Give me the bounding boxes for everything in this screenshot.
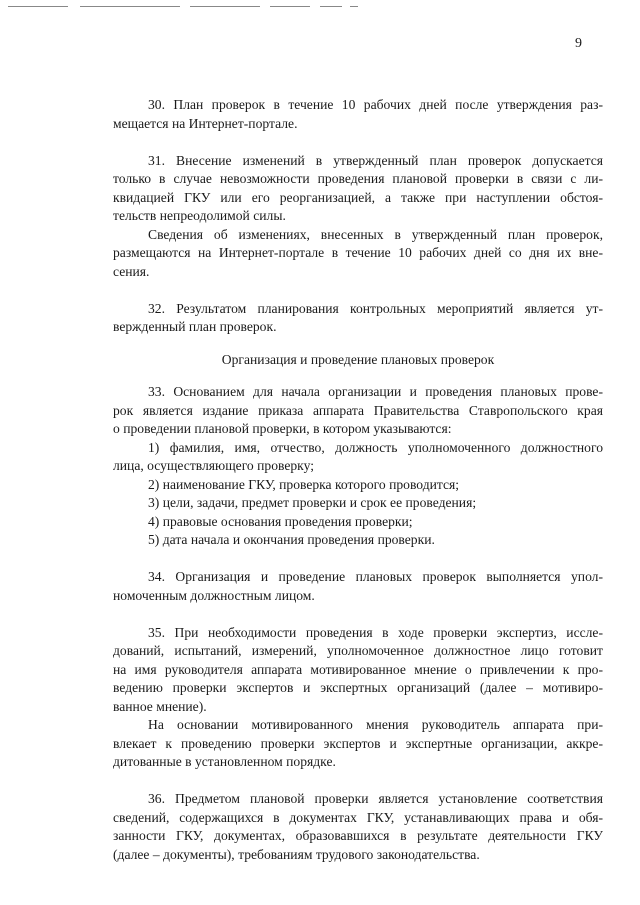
list-item-continued: лица, осуществляющего проверку; [113,458,314,473]
scan-artifact-line [190,6,260,7]
paragraph-35 [113,624,603,717]
document-body [113,96,603,864]
text-line: 36. Предметом плановой проверки является установление соответствия [148,791,603,806]
paragraph-36 [113,790,603,864]
list-item: 5) дата начала и окончания проведения проверки. [148,532,435,547]
text-line: на имя руководителя аппарата мотивированное мнение о привлечении к про- [113,661,603,677]
text-line: квидацией ГКУ или его реорганизацией, а также при наступлении обстоя- [113,189,603,205]
page-number: 9 [575,36,582,51]
text-line: На основании мотивированного мнения руководитель аппарата при- [148,717,603,732]
paragraph-30 [113,96,603,133]
text-line: (далее – документы), требованиям трудового законодательства. [113,846,480,862]
text-line: занности ГКУ, документах, образовавшихся в результате деятельности ГКУ [113,828,603,843]
text-line: размещаются на Интернет-портале в течение 10 рабочих дней со дня их вне- [113,245,603,260]
text-line: 34. Организация и проведение плановых проверок выполняется упол- [148,569,603,584]
text-line: ведению проверки экспертов и экспертных организаций (далее – мотивиро- [113,680,603,695]
text-line: о проведении плановой проверки, в котором указываются: [113,421,452,436]
scan-artifact-line [80,6,180,7]
text-line: 30. План проверок в течение 10 рабочих дней после утверждения раз- [148,97,603,112]
scan-artifact-line [350,6,358,7]
scan-artifact-line [320,6,342,7]
text-line: 33. Основанием для начала организации и проведения плановых прове- [148,384,603,399]
scan-artifact-line [8,6,68,7]
text-line: вержденный план проверок. [113,319,277,334]
list-item: 2) наименование ГКУ, проверка которого проводится; [148,476,460,492]
text-line: рок является издание приказа аппарата Правительства Ставропольского края [113,402,603,418]
text-line: влекает к проведению проверки экспертов и экспертные организации, аккре- [113,735,603,751]
list-item: 4) правовые основания проведения проверки; [148,513,413,529]
text-line: только в случае невозможности проведения плановой проверки в связи с ли- [113,171,603,186]
text-line: мещается на Интернет-портале. [113,115,298,131]
paragraph-31-continued [113,226,603,282]
paragraph-33 [113,383,603,550]
text-line: сведений, содержащихся в документах ГКУ, устанавливающих права и обя- [113,809,603,825]
section-heading: Организация и проведение плановых проверок [221,351,495,367]
text-line: ванное мнение). [113,698,207,714]
text-line: дитованные в установленном порядке. [113,754,336,769]
scan-artifact-line [270,6,310,7]
text-line: 35. При необходимости проведения в ходе проверки экспертиз, иссле- [148,624,603,640]
paragraph-34 [113,568,603,605]
text-line: тельств непреодолимой силы. [113,208,286,223]
text-line: сения. [113,263,150,279]
text-line: 31. Внесение изменений в утвержденный план проверок допускается [148,152,603,168]
text-line: дований, испытаний, измерений, уполномоченное должностное лицо готовит [113,643,603,658]
paragraph-35-continued [113,716,603,772]
paragraph-31 [113,152,603,226]
list-item: 1) фамилия, имя, отчество, должность уполномоченного должностного [148,439,603,455]
list-item: 3) цели, задачи, предмет проверки и срок ее проведения; [148,495,477,510]
text-line: Сведения об изменениях, внесенных в утвержденный план проверок, [148,226,603,242]
text-line: номоченным должностным лицом. [113,587,315,603]
paragraph-32 [113,300,603,337]
text-line: 32. Результатом планирования контрольных мероприятий является ут- [148,300,603,316]
